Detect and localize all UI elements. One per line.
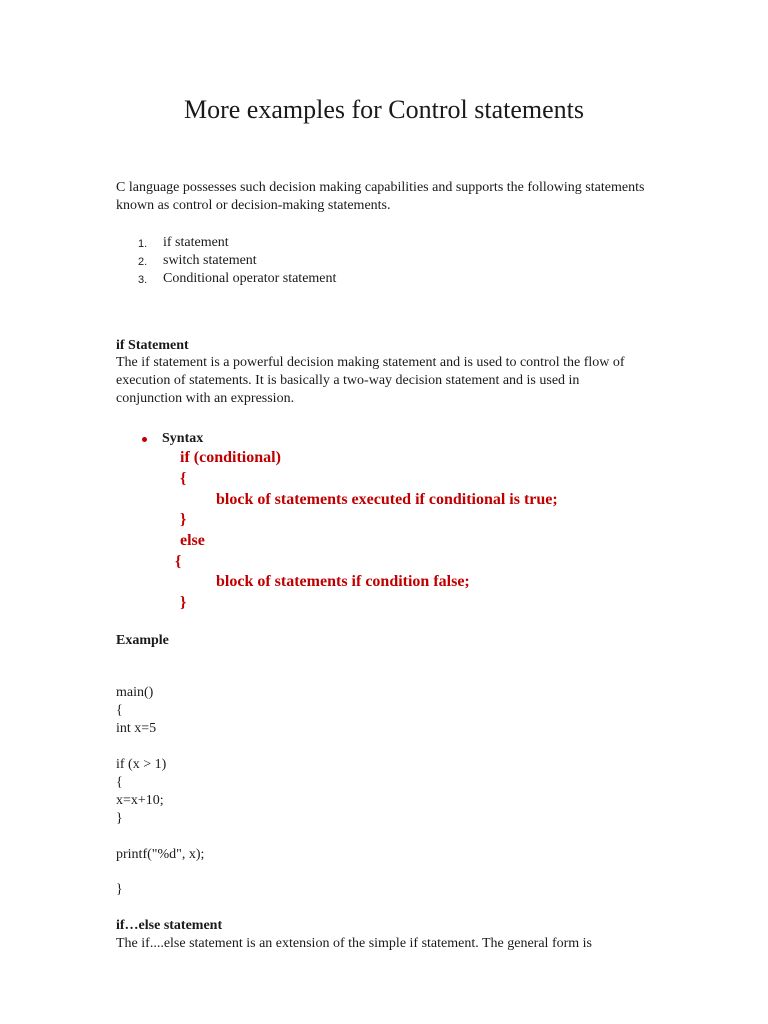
- code-line: x=x+10;: [116, 793, 164, 808]
- list-number: 3.: [138, 274, 148, 286]
- page-title: More examples for Control statements: [183, 95, 585, 124]
- code-line: if (x > 1): [116, 757, 167, 772]
- if-statement-description: The if statement is a powerful decision making statement and is used to control the flow of execution of statements. It is basically a two-way decision statement and is used in conjunction with an expression.: [116, 355, 625, 406]
- syntax-line-else: else: [180, 532, 205, 549]
- code-line: }: [116, 882, 123, 897]
- syntax-line-if: if (conditional): [180, 449, 281, 466]
- list-item: [116, 270, 336, 288]
- code-line: }: [116, 811, 123, 826]
- syntax-line-false-block: block of statements if condition false;: [216, 573, 470, 590]
- syntax-line-open-brace: {: [180, 470, 187, 487]
- list-item-label: Conditional operator statement: [163, 271, 337, 286]
- code-line: {: [116, 775, 123, 790]
- list-item: [116, 234, 336, 252]
- list-item-label: switch statement: [163, 253, 257, 268]
- syntax-line-open-brace: {: [175, 553, 182, 570]
- syntax-line-close-brace: }: [180, 594, 187, 611]
- if-statement-heading: if Statement: [116, 338, 189, 353]
- code-line: main(): [116, 685, 154, 700]
- code-line: {: [116, 703, 123, 718]
- syntax-label: Syntax: [162, 431, 204, 446]
- statement-types-list: [116, 234, 336, 288]
- list-item-label: if statement: [163, 235, 229, 250]
- syntax-line-close-brace: }: [180, 511, 187, 528]
- intro-paragraph: C language possesses such decision making capabilities and supports the following statements known as control or decision-making statements.: [116, 180, 645, 213]
- if-else-heading: if…else statement: [116, 918, 223, 933]
- code-line: int x=5: [116, 721, 157, 736]
- example-heading: Example: [116, 633, 169, 648]
- list-number: 1.: [138, 238, 148, 250]
- syntax-line-true-block: block of statements executed if conditional is true;: [216, 491, 558, 508]
- bullet-icon: [142, 437, 147, 442]
- if-else-description: The if....else statement is an extension of the simple if statement. The general form is: [116, 936, 592, 951]
- list-number: 2.: [138, 256, 148, 268]
- list-item: [116, 252, 336, 270]
- code-line: printf("%d", x);: [116, 847, 205, 862]
